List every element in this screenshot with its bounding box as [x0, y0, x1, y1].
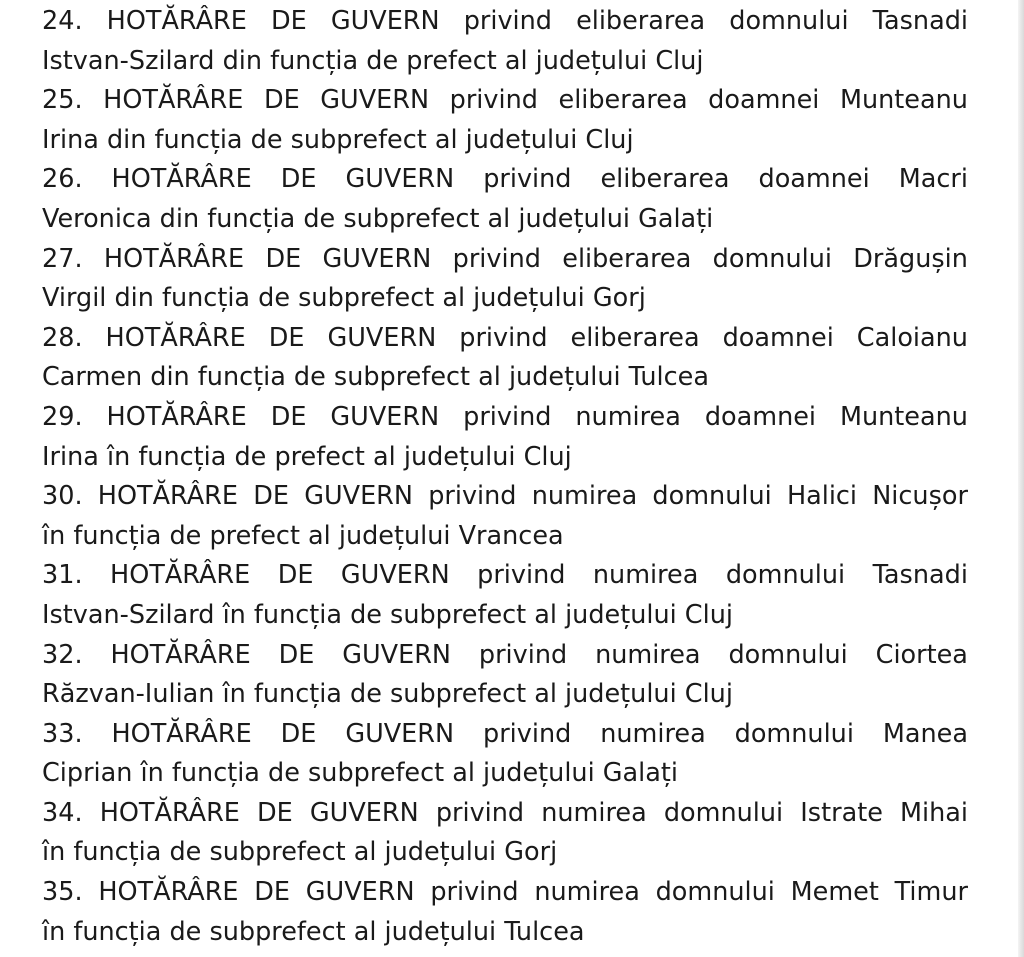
list-item — [42, 873, 968, 952]
entry-word: HOTĂRÂRE — [99, 797, 240, 828]
list-item — [42, 636, 968, 715]
entry-word: domnului — [712, 243, 832, 274]
entry-word: numirea — [531, 481, 638, 512]
entry-word: numirea — [592, 560, 699, 591]
entry-word: numirea — [534, 877, 640, 908]
entry-second-line: Istvan-Szilard din funcția de prefect al județului Cluj — [42, 45, 704, 76]
list-item — [42, 556, 968, 635]
entry-word: privind — [477, 560, 566, 591]
entry-word: DE — [253, 481, 289, 512]
entry-number: 35. — [42, 877, 83, 908]
entry-first-line — [42, 319, 968, 359]
entry-word: domnului — [734, 718, 854, 749]
entry-second-line: Irina din funcția de subprefect al județului Cluj — [42, 124, 634, 155]
entry-word: GUVERN — [342, 639, 451, 670]
entry-number: 30. — [42, 481, 83, 512]
entry-word: privind — [452, 243, 541, 274]
entry-first-line — [42, 636, 968, 676]
entry-word: eliberarea — [570, 322, 700, 353]
entry-first-line — [42, 240, 968, 280]
entry-word: GUVERN — [305, 877, 415, 908]
entry-first-line — [42, 873, 968, 913]
entry-number: 24. — [42, 6, 83, 36]
entry-number: 25. — [42, 85, 83, 116]
entry-word: GUVERN — [309, 797, 419, 828]
entry-word: privind — [478, 639, 568, 670]
entry-second-line: Carmen din funcția de subprefect al județului Tulcea — [42, 362, 709, 393]
entry-word: eliberarea — [576, 6, 706, 36]
list-item — [42, 319, 968, 398]
entry-word: HOTĂRÂRE — [97, 481, 239, 512]
entry-word: numirea — [595, 639, 701, 670]
entry-word: domnului — [728, 639, 848, 670]
entry-word: Tasnadi — [872, 560, 968, 591]
entry-word: GUVERN — [330, 6, 440, 36]
entry-word: HOTĂRÂRE — [103, 243, 245, 274]
entry-number: 33. — [42, 718, 83, 749]
entry-word: GUVERN — [345, 164, 455, 195]
entry-word: domnului — [725, 560, 846, 591]
entry-word: domnului — [652, 481, 772, 512]
entry-word: DE — [270, 401, 307, 432]
entry-second-line: Veronica din funcția de subprefect al județului Galați — [42, 203, 714, 234]
entry-word: Ciortea — [875, 639, 968, 670]
entry-word: HOTĂRÂRE — [103, 85, 244, 116]
entry-second-line: în funcția de subprefect al județului Gorj — [42, 837, 558, 868]
entry-word: HOTĂRÂRE — [98, 877, 239, 908]
entry-word: privind — [463, 6, 552, 36]
entry-word: HOTĂRÂRE — [111, 718, 252, 749]
entry-word: GUVERN — [340, 560, 450, 591]
page-edge-shadow — [1018, 0, 1024, 957]
entry-word: domnului — [729, 6, 849, 36]
entry-first-line — [42, 160, 968, 200]
entry-word: numirea — [541, 797, 647, 828]
entry-word: eliberarea — [600, 164, 730, 195]
entry-word: GUVERN — [330, 401, 440, 432]
entry-word: DE — [257, 797, 293, 828]
entry-word: doamnei — [704, 401, 817, 432]
entry-word: privind — [435, 797, 525, 828]
entry-word: HOTĂRÂRE — [111, 164, 252, 195]
entry-word: Munteanu — [839, 85, 968, 116]
entry-word: privind — [428, 481, 517, 512]
entry-first-line — [42, 81, 968, 121]
entry-first-line — [42, 477, 968, 517]
entry-word: GUVERN — [304, 481, 413, 512]
list-item — [42, 240, 968, 319]
entry-word: Manea — [882, 718, 968, 749]
entry-word: doamnei — [758, 164, 870, 195]
entry-second-line: Irina în funcția de prefect al județului Cluj — [42, 441, 572, 472]
list-item — [42, 398, 968, 477]
entry-word: DE — [278, 639, 315, 670]
decision-list — [42, 2, 968, 952]
list-item — [42, 477, 968, 556]
entry-second-line: Ciprian în funcția de subprefect al județului Galați — [42, 758, 678, 789]
entry-word: Macri — [898, 164, 968, 195]
entry-word: privind — [463, 401, 552, 432]
entry-word: GUVERN — [327, 322, 437, 353]
entry-word: DE — [280, 718, 317, 749]
entry-word: doamnei — [708, 85, 820, 116]
entry-word: HOTĂRÂRE — [106, 6, 247, 36]
list-item — [42, 2, 968, 81]
entry-word: Tasnadi — [872, 6, 968, 36]
entry-word: privind — [459, 322, 548, 353]
entry-word: eliberarea — [562, 243, 692, 274]
entry-word: eliberarea — [558, 85, 688, 116]
list-item — [42, 794, 968, 873]
entry-word: DE — [280, 164, 317, 195]
entry-word: HOTĂRÂRE — [106, 401, 247, 432]
entry-first-line — [42, 715, 968, 755]
entry-word: HOTĂRÂRE — [105, 322, 246, 353]
entry-second-line: Istvan-Szilard în funcția de subprefect al județului Cluj — [42, 599, 733, 630]
entry-second-line: Virgil din funcția de subprefect al județului Gorj — [42, 283, 646, 314]
entry-second-line: în funcția de subprefect al județului Tulcea — [42, 916, 585, 947]
entry-word: GUVERN — [345, 718, 455, 749]
entry-number: 32. — [42, 639, 83, 670]
entry-word: HOTĂRÂRE — [110, 560, 251, 591]
list-item — [42, 160, 968, 239]
entry-word: HOTĂRÂRE — [110, 639, 251, 670]
entry-word: Nicușor — [872, 481, 968, 512]
entry-word: numirea — [575, 401, 681, 432]
entry-word: domnului — [655, 877, 775, 908]
entry-first-line — [42, 398, 968, 438]
entry-first-line — [42, 2, 968, 42]
entry-word: DE — [263, 85, 300, 116]
entry-first-line — [42, 794, 968, 834]
entry-word: Timur — [894, 877, 968, 908]
entry-word: privind — [483, 718, 572, 749]
entry-word: Caloianu — [856, 322, 968, 353]
entry-word: Halici — [786, 481, 858, 512]
entry-word: privind — [449, 85, 538, 116]
entry-word: numirea — [600, 718, 706, 749]
entry-word: Istrate — [800, 797, 883, 828]
entry-word: DE — [265, 243, 302, 274]
entry-word: Drăgușin — [853, 243, 968, 274]
entry-word: Memet — [790, 877, 879, 908]
entry-word: Munteanu — [839, 401, 968, 432]
entry-number: 29. — [42, 401, 83, 432]
entry-word: privind — [483, 164, 572, 195]
entry-word: doamnei — [722, 322, 834, 353]
entry-number: 31. — [42, 560, 83, 591]
entry-word: privind — [430, 877, 519, 908]
entry-number: 34. — [42, 797, 83, 828]
entry-word: DE — [268, 322, 305, 353]
entry-word: DE — [277, 560, 314, 591]
entry-word: DE — [254, 877, 291, 908]
entry-first-line — [42, 556, 968, 596]
entry-word: domnului — [663, 797, 784, 828]
entry-second-line: Răzvan-Iulian în funcția de subprefect al județului Cluj — [42, 679, 733, 710]
list-item — [42, 715, 968, 794]
entry-word: DE — [270, 6, 307, 36]
entry-word: GUVERN — [320, 85, 430, 116]
entry-second-line: în funcția de prefect al județului Vrancea — [42, 520, 564, 551]
list-item — [42, 81, 968, 160]
entry-word: Mihai — [900, 797, 968, 828]
entry-number: 26. — [42, 164, 83, 195]
entry-number: 27. — [42, 243, 83, 274]
entry-number: 28. — [42, 322, 83, 353]
entry-word: GUVERN — [322, 243, 432, 274]
